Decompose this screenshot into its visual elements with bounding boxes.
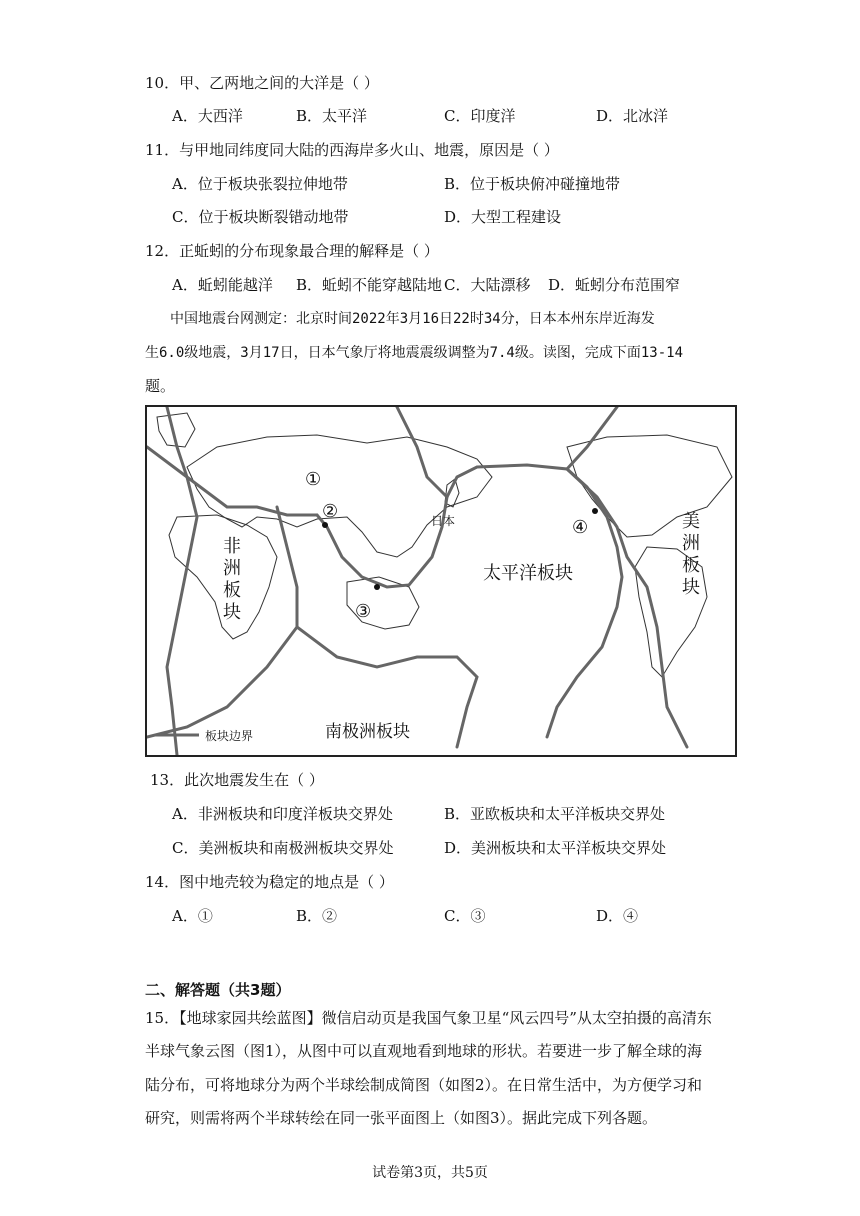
q14-stem: 14．图中地壳较为稳定的地点是（ ） <box>145 873 394 891</box>
america-char-4: 块 <box>682 577 700 598</box>
q10-option-d: D．北冰洋 <box>596 107 669 125</box>
map-drawing <box>147 407 735 755</box>
boundary-eurasia-africa <box>147 447 317 515</box>
africa-char-1: 非 <box>223 536 241 557</box>
pacific-plate-label: 太平洋板块 <box>483 563 573 584</box>
q11-option-d: D．大型工程建设 <box>444 208 562 226</box>
page-footer: 试卷第3页，共5页 <box>372 1165 488 1181</box>
boundary-eurasia-north <box>397 407 447 497</box>
q15-line-3: 陆分布，可将地球分为两个半球绘制成简图（如图2）。在日常生活中，为方便学习和 <box>145 1076 703 1094</box>
q13-option-a: A．非洲板块和印度洋板块交界处 <box>172 805 393 823</box>
q11-option-a: A．位于板块张裂拉伸地带 <box>172 175 348 193</box>
q15-line-1: 15．【地球家园共绘蓝图】微信启动页是我国气象卫星“风云四号”从太空拍摄的高清东 <box>145 1009 712 1027</box>
america-plate-vertical-label <box>682 511 700 598</box>
q13-stem: 13．此次地震发生在（ ） <box>150 771 324 789</box>
north-america-outline <box>567 435 732 537</box>
q10-option-a: A．大西洋 <box>172 107 243 125</box>
q13-option-b: B．亚欧板块和太平洋板块交界处 <box>444 805 666 823</box>
q14-option-c: C．③ <box>444 907 486 925</box>
boundary-america-east <box>567 469 687 747</box>
q14-option-b: B．② <box>296 907 338 925</box>
q14-option-d: D．④ <box>596 907 639 925</box>
q14-option-a: A．① <box>172 907 213 925</box>
africa-plate-vertical-label <box>223 536 241 623</box>
antarctic-plate-label: 南极洲板块 <box>325 722 410 742</box>
boundary-atlantic-ridge <box>167 407 197 755</box>
boundary-africa-antarctic <box>147 507 297 737</box>
q13-option-c: C．美洲板块和南极洲板块交界处 <box>172 839 394 857</box>
q12-option-d: D．蚯蚓分布范围窄 <box>548 276 681 294</box>
q10-stem: 10．甲、乙两地之间的大洋是（ ） <box>145 74 379 92</box>
q11-option-b: B．位于板块俯冲碰撞地带 <box>444 175 621 193</box>
marker-dot-2 <box>322 522 328 528</box>
q15-line-4: 研究，则需将两个半球转绘在同一张平面图上（如图3）。据此完成下列各题。 <box>145 1109 658 1127</box>
point-2-label: ② <box>322 501 339 522</box>
q10-option-b: B．太平洋 <box>296 107 368 125</box>
africa-char-3: 板 <box>223 580 241 601</box>
q10-option-c: C．印度洋 <box>444 107 516 125</box>
boundary-pacific-west <box>447 465 622 737</box>
q11-option-c: C．位于板块断裂错动地带 <box>172 208 349 226</box>
legend-label: 板块边界 <box>205 729 254 743</box>
passage-line-2: 生6.0级地震，3月17日，日本气象厅将地震震级调整为7.4级。读图，完成下面13-14 <box>145 345 684 361</box>
q13-option-d: D．美洲板块和太平洋板块交界处 <box>444 839 667 857</box>
q11-stem: 11．与甲地同纬度同大陆的西海岸多火山、地震，原因是（ ） <box>145 141 559 159</box>
q12-option-b: B．蚯蚓不能穿越陆地 <box>296 276 443 294</box>
point-1-label: ① <box>305 469 322 490</box>
marker-dot-4 <box>592 508 598 514</box>
america-char-3: 板 <box>682 555 700 576</box>
q15-line-2: 半球气象云图（图1），从图中可以直观地看到地球的形状。若要进一步了解全球的海 <box>145 1042 703 1060</box>
marker-dot-3 <box>374 584 380 590</box>
q12-stem: 12．正蚯蚓的分布现象最合理的解释是（ ） <box>145 242 439 260</box>
point-3-label: ③ <box>355 601 372 622</box>
section-2-title: 二、解答题（共3题） <box>145 981 291 999</box>
passage-line-3: 题。 <box>145 377 176 395</box>
america-char-2: 洲 <box>682 533 700 554</box>
point-4-label: ④ <box>572 517 589 538</box>
africa-char-2: 洲 <box>223 558 241 579</box>
boundary-america-pacific <box>567 407 617 469</box>
plate-boundary-map <box>145 405 737 757</box>
america-char-1: 美 <box>682 511 700 532</box>
japan-label: 日本 <box>431 514 456 528</box>
passage-line-1: 中国地震台网测定：北京时间2022年3月16日22时34分，日本本州东岸近海发 <box>170 311 655 327</box>
q12-option-c: C．大陆漂移 <box>444 276 531 294</box>
africa-char-4: 块 <box>223 602 241 623</box>
q12-option-a: A．蚯蚓能越洋 <box>172 276 273 294</box>
continent-outlines <box>157 413 732 677</box>
